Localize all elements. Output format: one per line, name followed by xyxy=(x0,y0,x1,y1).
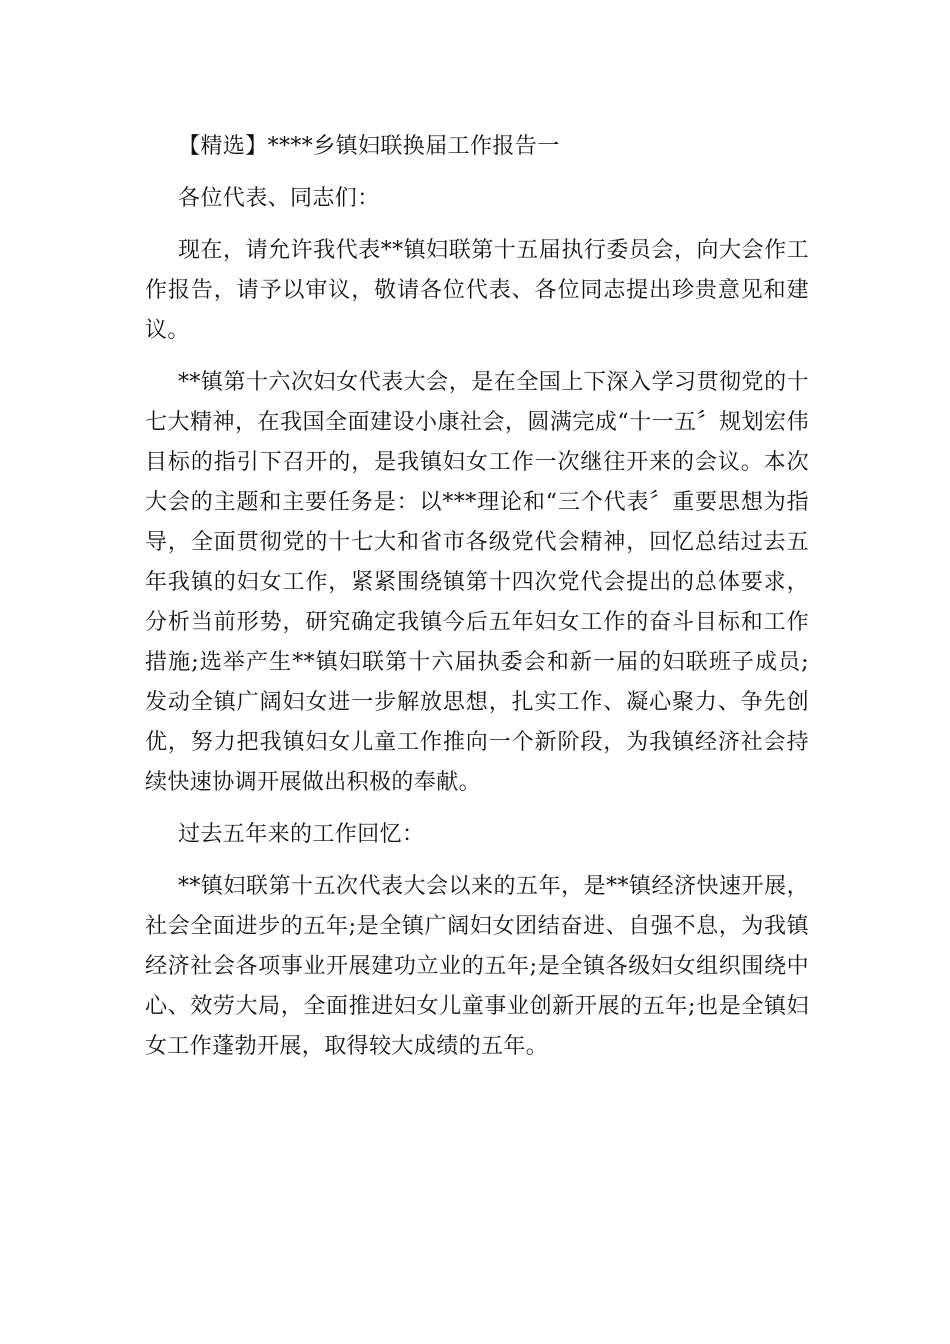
document-title: 【精选】****乡镇妇联换届工作报告一 xyxy=(178,134,560,159)
paragraph-intro: 现在，请允许我代表**镇妇联第十五届执行委员会，向大会作工作报告，请予以审议，敬请各位代表、各位同志提出珍贵意见和建议。 xyxy=(145,238,809,343)
paragraph-meeting-purpose: **镇第十六次妇女代表大会，是在全国上下深入学习贯彻党的十七大精神，在我国全面建设小康社会，圆满完成“十一五〞规划宏伟目标的指引下召开的，是我镇妇女工作一次继往开来的会议。本次大会的主题和主要任务是：以***理论和“三个代表〞重要思想为指导，全面贯彻党的十七大和省市各级党代会精神，回忆总结过去五年我镇的妇女工作，紧紧围绕镇第十四次党代会提出的总体要求，分析当前形势，研究确定我镇今后五年妇女工作的奋斗目标和工作措施;选举产生**镇妇联第十六届执委会和新一届的妇联班子成员;发动全镇广阔妇女进一步解放思想，扎实工作、凝心聚力、争先创优，努力把我镇妇女儿童工作推向一个新阶段，为我镇经济社会持续快速协调开展做出积极的奉献。 xyxy=(145,370,809,795)
document-body xyxy=(145,127,809,1079)
paragraph-five-years: **镇妇联第十五次代表大会以来的五年，是**镇经济快速开展，社会全面进步的五年;是全镇广阔妇女团结奋进、自强不息，为我镇经济社会各项事业开展建功立业的五年;是全镇各级妇女组织围绕中心、效劳大局，全面推进妇女儿童事业创新开展的五年;也是全镇妇女工作蓬勃开展，取得较大成绩的五年。 xyxy=(145,874,809,1059)
paragraph-review-heading: 过去五年来的工作回忆： xyxy=(178,822,425,847)
paragraph-salutation: 各位代表、同志们： xyxy=(178,186,380,211)
